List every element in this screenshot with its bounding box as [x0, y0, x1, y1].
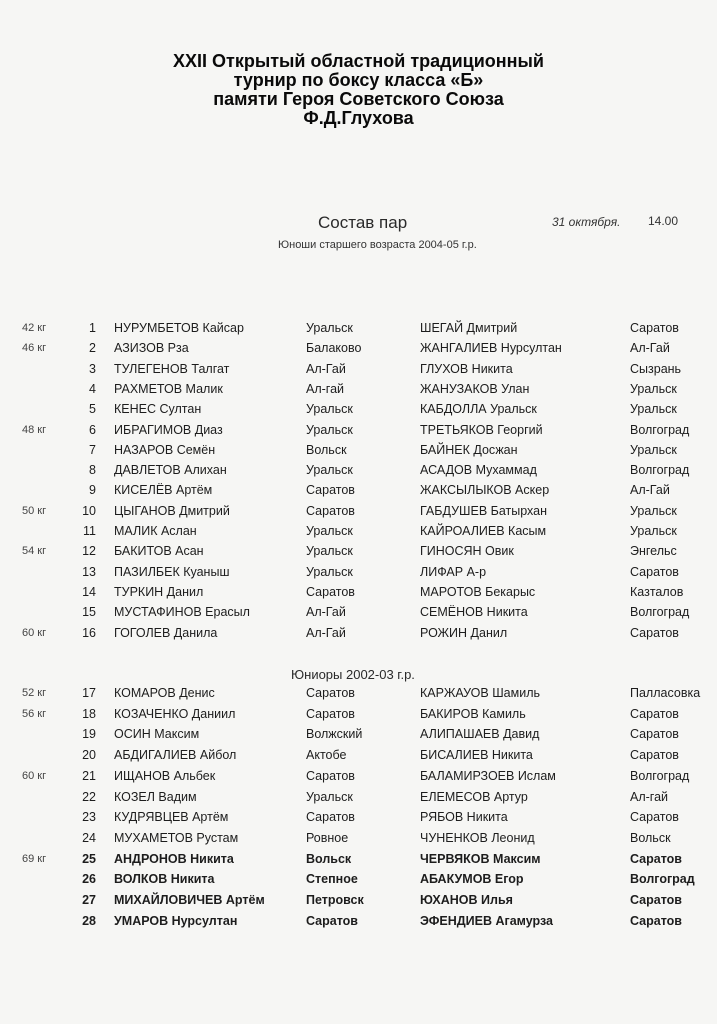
weight-class: 56 кг	[22, 707, 47, 720]
fighter-2-city: Саратов	[630, 706, 679, 721]
fighter-2-city: Уральск	[630, 524, 677, 538]
fighter-1-city: Саратов	[306, 483, 355, 498]
table-row	[0, 582, 717, 602]
fighter-1-name: ТУЛЕГЕНОВ Талгат	[114, 361, 230, 376]
fighter-2-city: Саратов	[630, 913, 682, 928]
pair-number: 22	[82, 789, 96, 804]
table-row	[0, 890, 717, 910]
pair-number: 2	[89, 341, 96, 356]
fighter-2-city: Уральск	[630, 402, 677, 417]
fighter-1-city: Саратов	[306, 706, 355, 721]
table-row	[0, 602, 717, 622]
fighter-2-name: ГЛУХОВ Никита	[420, 361, 513, 376]
document-header	[0, 52, 717, 128]
fighter-2-name: ТРЕТЬЯКОВ Георгий	[420, 422, 543, 437]
fighter-2-city: Волгоград	[630, 463, 690, 478]
table-row	[0, 338, 717, 358]
fighter-1-city: Уральск	[306, 544, 353, 559]
weight-class: 52 кг	[22, 687, 47, 699]
weight-class: 46 кг	[22, 342, 47, 355]
fighter-2-city: Уральск	[630, 442, 677, 457]
table-row	[0, 869, 717, 889]
fighter-1-city: Ал-Гай	[306, 605, 346, 620]
fighter-2-city: Волгоград	[630, 768, 690, 783]
fighter-2-name: ЧУНЕНКОВ Леонид	[420, 830, 535, 845]
header-line-2: турнир по боксу класса «Б»	[233, 70, 484, 90]
fighter-1-city: Уральск	[306, 524, 353, 538]
table-row	[0, 704, 717, 724]
fighter-1-city: Саратов	[306, 584, 355, 599]
table-row	[0, 724, 717, 744]
fighter-2-name: ЧЕРВЯКОВ Максим	[420, 851, 541, 866]
fighter-2-name: АБАКУМОВ Егор	[420, 872, 524, 887]
table-row	[0, 460, 717, 480]
fighter-1-city: Уральск	[306, 463, 353, 478]
fighter-2-city: Саратов	[630, 748, 679, 763]
fighter-2-city: Энгельс	[630, 544, 677, 559]
fighter-1-name: КОЗАЧЕНКО Даниил	[114, 706, 236, 721]
fighter-1-name: НУРУМБЕТОВ Кайсар	[114, 321, 244, 335]
fighter-1-name: КУДРЯВЦЕВ Артём	[114, 810, 229, 825]
event-date: 31 октября.	[552, 215, 621, 229]
fighter-2-city: Саратов	[630, 810, 679, 825]
fighter-2-city: Ал-Гай	[630, 341, 670, 356]
fighter-1-city: Ал-гай	[306, 381, 345, 396]
fighter-1-city: Степное	[306, 872, 358, 887]
fighter-2-name: БАКИРОВ Камиль	[420, 706, 526, 721]
fighter-2-city: Саратов	[630, 564, 679, 579]
pair-number: 24	[82, 830, 96, 845]
fighter-2-name: КАРЖАУОВ Шамиль	[420, 686, 540, 700]
fighter-1-city: Саратов	[306, 503, 355, 518]
fighter-2-city: Саратов	[630, 727, 679, 742]
pair-number: 10	[82, 503, 96, 518]
weight-class: 54 кг	[22, 545, 47, 558]
fighter-1-city: Саратов	[306, 913, 358, 928]
fighter-2-name: СЕМЁНОВ Никита	[420, 605, 528, 620]
fighter-1-city: Уральск	[306, 321, 353, 335]
fighter-1-name: РАХМЕТОВ Малик	[114, 381, 223, 396]
fighter-2-city: Саратов	[630, 625, 679, 640]
fighter-1-city: Уральск	[306, 564, 353, 579]
pair-number: 4	[89, 381, 96, 396]
fighter-1-city: Ровное	[306, 830, 349, 845]
fighter-1-city: Уральск	[306, 422, 353, 437]
table-row	[0, 440, 717, 460]
fighter-1-city: Саратов	[306, 686, 355, 700]
fighter-2-city: Казталов	[630, 584, 684, 599]
fighter-1-name: МУХАМЕТОВ Рустам	[114, 830, 239, 845]
fighter-1-name: КОМАРОВ Денис	[114, 686, 215, 700]
weight-class: 69 кг	[22, 852, 47, 865]
fighter-2-name: ЖАНГАЛИЕВ Нурсултан	[420, 341, 562, 356]
group-2-title: Юниоры 2002-03 г.р.	[291, 667, 415, 682]
table-row	[0, 766, 717, 786]
fighter-2-name: ЕЛЕМЕСОВ Артур	[420, 789, 528, 804]
weight-class: 42 кг	[22, 322, 47, 334]
fighter-1-city: Ал-Гай	[306, 625, 346, 640]
fighter-2-city: Волгоград	[630, 872, 695, 887]
fighter-1-name: КИСЕЛЁВ Артём	[114, 483, 213, 498]
fighter-1-name: АНДРОНОВ Никита	[114, 851, 234, 866]
table-row	[0, 828, 717, 848]
pair-number: 11	[83, 524, 96, 538]
fighter-1-name: АБДИГАЛИЕВ Айбол	[114, 748, 237, 763]
table-row	[0, 745, 717, 765]
table-row	[0, 420, 717, 440]
section-title: Состав пар	[318, 213, 408, 232]
pair-number: 17	[82, 686, 96, 700]
pair-number: 19	[82, 727, 96, 742]
fighter-2-name: РЯБОВ Никита	[420, 810, 508, 825]
header-line-3: памяти Героя Советского Союза	[213, 89, 504, 109]
fighter-2-name: БИСАЛИЕВ Никита	[420, 748, 533, 763]
table-row	[0, 399, 717, 419]
fighter-1-name: ЦЫГАНОВ Дмитрий	[114, 503, 230, 518]
table-row	[0, 480, 717, 500]
pair-number: 16	[82, 625, 96, 640]
fighter-2-name: БАЙНЕК Досжан	[420, 442, 518, 457]
pair-number: 1	[89, 321, 96, 335]
pair-number: 27	[82, 893, 96, 907]
fighter-2-city: Уральск	[630, 381, 677, 396]
group-1-title: Юноши старшего возраста 2004-05 г.р.	[278, 239, 477, 251]
table-row	[0, 379, 717, 399]
pair-number: 3	[89, 361, 96, 376]
fighter-1-name: АЗИЗОВ Рза	[114, 341, 189, 356]
table-row	[0, 683, 717, 703]
fighter-1-name: ВОЛКОВ Никита	[114, 872, 215, 887]
fighter-2-name: ЮХАНОВ Илья	[420, 893, 513, 907]
pair-number: 12	[82, 544, 96, 559]
pair-number: 9	[89, 483, 96, 498]
fighter-2-name: ШЕГАЙ Дмитрий	[420, 321, 518, 335]
fighter-2-name: ЖАКСЫЛЫКОВ Аскер	[420, 483, 550, 498]
pair-number: 25	[82, 851, 96, 866]
fighter-1-city: Волжский	[306, 727, 363, 742]
weight-class: 60 кг	[22, 626, 47, 639]
fighter-1-city: Вольск	[306, 442, 347, 457]
fighter-2-name: ГАБДУШЕВ Батырхан	[420, 503, 547, 518]
pair-number: 21	[82, 768, 96, 783]
fighter-1-name: ИБРАГИМОВ Диаз	[114, 422, 223, 437]
table-row	[0, 318, 717, 338]
table-row	[0, 849, 717, 869]
fighter-2-name: ЭФЕНДИЕВ Агамурза	[420, 913, 554, 928]
fighter-1-name: УМАРОВ Нурсултан	[114, 913, 238, 928]
fighter-1-city: Саратов	[306, 810, 355, 825]
fighter-1-city: Ал-Гай	[306, 361, 346, 376]
fighter-1-name: МУСТАФИНОВ Ерасыл	[114, 605, 250, 620]
fighter-2-name: АЛИПАШАЕВ Давид	[420, 727, 540, 742]
fighter-2-name: ЛИФАР А-р	[420, 564, 487, 579]
fighter-2-name: РОЖИН Данил	[420, 625, 508, 640]
fighter-2-name: КАБДОЛЛА Уральск	[420, 402, 537, 417]
header-line-1: XXII Открытый областной традиционный	[173, 51, 544, 71]
table-row	[0, 623, 717, 643]
fighter-2-city: Вольск	[630, 830, 671, 845]
table-row	[0, 562, 717, 582]
pair-number: 28	[82, 913, 96, 928]
fighter-1-name: МАЛИК Аслан	[114, 524, 197, 538]
fighter-1-city: Актобе	[306, 748, 347, 763]
fighter-1-name: ГОГОЛЕВ Данила	[114, 625, 218, 640]
pair-number: 15	[82, 605, 96, 620]
fighter-2-name: ЖАНУЗАКОВ Улан	[420, 381, 530, 396]
pair-number: 14	[82, 584, 96, 599]
fighter-2-city: Палласовка	[630, 686, 701, 700]
fighter-2-city: Уральск	[630, 503, 677, 518]
fighter-2-city: Саратов	[630, 321, 679, 335]
fighter-2-city: Саратов	[630, 893, 682, 907]
fighter-1-name: ПАЗИЛБЕК Куаныш	[114, 564, 230, 579]
pair-number: 20	[82, 748, 96, 763]
table-row	[0, 521, 717, 541]
fighter-1-name: БАКИТОВ Асан	[114, 544, 204, 559]
fighter-2-city: Волгоград	[630, 422, 690, 437]
table-row	[0, 359, 717, 379]
fighter-2-city: Ал-Гай	[630, 483, 670, 498]
fighter-1-name: МИХАЙЛОВИЧЕВ Артём	[114, 893, 265, 907]
header-line-4: Ф.Д.Глухова	[303, 108, 414, 128]
fighter-1-city: Саратов	[306, 768, 355, 783]
weight-class: 48 кг	[22, 423, 47, 436]
weight-class: 60 кг	[22, 769, 47, 782]
pair-number: 6	[89, 422, 96, 437]
fighter-2-city: Сызрань	[630, 361, 682, 376]
pair-number: 26	[82, 872, 96, 887]
fighter-1-city: Вольск	[306, 851, 352, 866]
event-time: 14.00	[648, 214, 679, 228]
fighter-1-city: Балаково	[306, 341, 362, 356]
fighter-2-name: МАРОТОВ Бекарыс	[420, 584, 536, 599]
pair-number: 5	[89, 402, 96, 417]
fighter-2-city: Волгоград	[630, 605, 690, 620]
table-row	[0, 911, 717, 931]
fighter-1-city: Петровск	[306, 893, 364, 907]
fighter-1-name: ДАВЛЕТОВ Алихан	[114, 463, 227, 478]
pair-number: 18	[82, 706, 96, 721]
pair-number: 13	[82, 564, 96, 579]
fighter-1-name: ОСИН Максим	[114, 727, 200, 742]
fighter-1-name: ИЩАНОВ Альбек	[114, 768, 216, 783]
fighter-1-name: ТУРКИН Данил	[114, 584, 204, 599]
fighter-2-city: Ал-гай	[630, 789, 669, 804]
fighter-1-name: КЕНЕС Султан	[114, 402, 202, 417]
fighter-2-name: БАЛАМИРЗОЕВ Ислам	[420, 768, 556, 783]
pair-number: 8	[89, 463, 96, 478]
fighter-2-city: Саратов	[630, 851, 682, 866]
table-row	[0, 787, 717, 807]
fighter-2-name: КАЙРОАЛИЕВ Касым	[420, 524, 547, 538]
table-row	[0, 541, 717, 561]
table-row	[0, 501, 717, 521]
fighter-1-city: Уральск	[306, 402, 353, 417]
fighter-2-name: АСАДОВ Мухаммад	[420, 463, 537, 478]
fighter-2-name: ГИНОСЯН Овик	[420, 544, 514, 559]
fighter-1-city: Уральск	[306, 789, 353, 804]
fighter-1-name: НАЗАРОВ Семён	[114, 442, 216, 457]
table-row	[0, 807, 717, 827]
pair-number: 7	[89, 442, 96, 457]
fighter-1-name: КОЗЕЛ Вадим	[114, 789, 197, 804]
pair-number: 23	[82, 810, 96, 825]
weight-class: 50 кг	[22, 504, 47, 517]
